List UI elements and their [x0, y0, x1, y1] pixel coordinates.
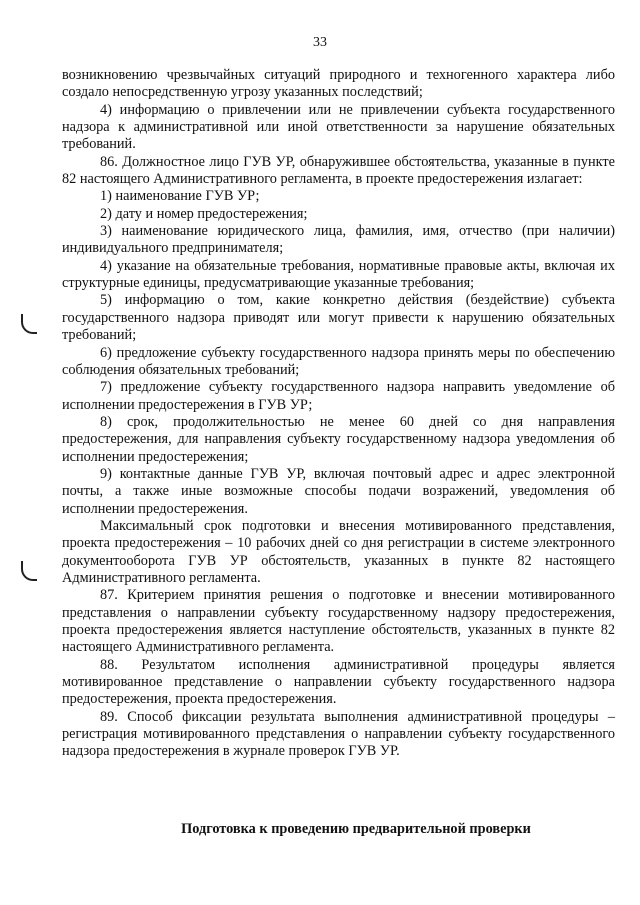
list-item: 3) наименование юридического лица, фамилия, имя, отчество (при наличии) индивидуального предпринимателя;: [62, 223, 615, 257]
list-item: 7) предложение субъекту государственного надзора направить уведомление об исполнении предостережения в ГУВ УР;: [62, 379, 615, 413]
paragraph: 86. Должностное лицо ГУВ УР, обнаружившее обстоятельства, указанные в пункте 82 настоящего Административного регламента, в проекте предостережения излагает:: [62, 153, 615, 188]
list-item: 2) дату и номер предостережения;: [100, 205, 308, 222]
list-item: 4) указание на обязательные требования, нормативные правовые акты, включая их структурные единицы, предусматривающие указанные требования;: [62, 257, 615, 292]
paragraph: возникновению чрезвычайных ситуаций природного и техногенного характера либо создало непосредственную угрозу указанных последствий;: [62, 67, 615, 101]
page-number: 33: [313, 35, 327, 50]
paragraph: Максимальный срок подготовки и внесения мотивированного представления, проекта предостережения – 10 рабочих дней со дня регистрации в системе электронного документооборота ГУВ УР обстоятельств, указанных в пункте 82 настоящего Административного регламента.: [62, 517, 615, 586]
list-item: 9) контактные данные ГУВ УР, включая почтовый адрес и адрес электронной почты, а также иные возможные способы подачи возражений, уведомления об исполнении предостережения.: [62, 465, 615, 517]
section-heading: Подготовка к проведению предварительной проверки: [181, 821, 531, 837]
list-item: 1) наименование ГУВ УР;: [100, 188, 260, 205]
paragraph: 87. Критерием принятия решения о подготовке и внесении мотивированного представления о направлении субъекту государственному надзору предостережения, проекта предостережения является наступление обстоятельств, указанных в пункте 82 настоящего Административного регламента.: [62, 587, 615, 656]
paragraph: 89. Способ фиксации результата выполнения административной процедуры – регистрация мотивированного представления о направлении субъекту государственного надзора предостережения в журнале проверок ГУВ УР.: [62, 708, 615, 760]
list-item: 6) предложение субъекту государственного надзора принять меры по обеспечению соблюдения обязательных требований;: [62, 344, 615, 378]
paragraph: 4) информацию о привлечении или не привлечении субъекта государственного надзора к административной или иной ответственности за нарушение обязательных требований.: [62, 101, 615, 153]
list-item: 8) срок, продолжительностью не менее 60 дней со дня направления предостережения, для направления субъекту государственному надзора уведомления об исполнении предостережения;: [62, 413, 615, 465]
margin-mark: [21, 561, 37, 581]
document-body: [62, 67, 615, 761]
list-item: 5) информацию о том, какие конкретно действия (бездействие) субъекта государственного надзора приводят или могут привести к нарушению обязательных требований;: [62, 292, 615, 344]
paragraph: 88. Результатом исполнения административной процедуры является мотивированное представление о направлении субъекту государственного надзора предостережения, проекта предостережения.: [62, 656, 615, 708]
margin-mark: [21, 314, 37, 334]
